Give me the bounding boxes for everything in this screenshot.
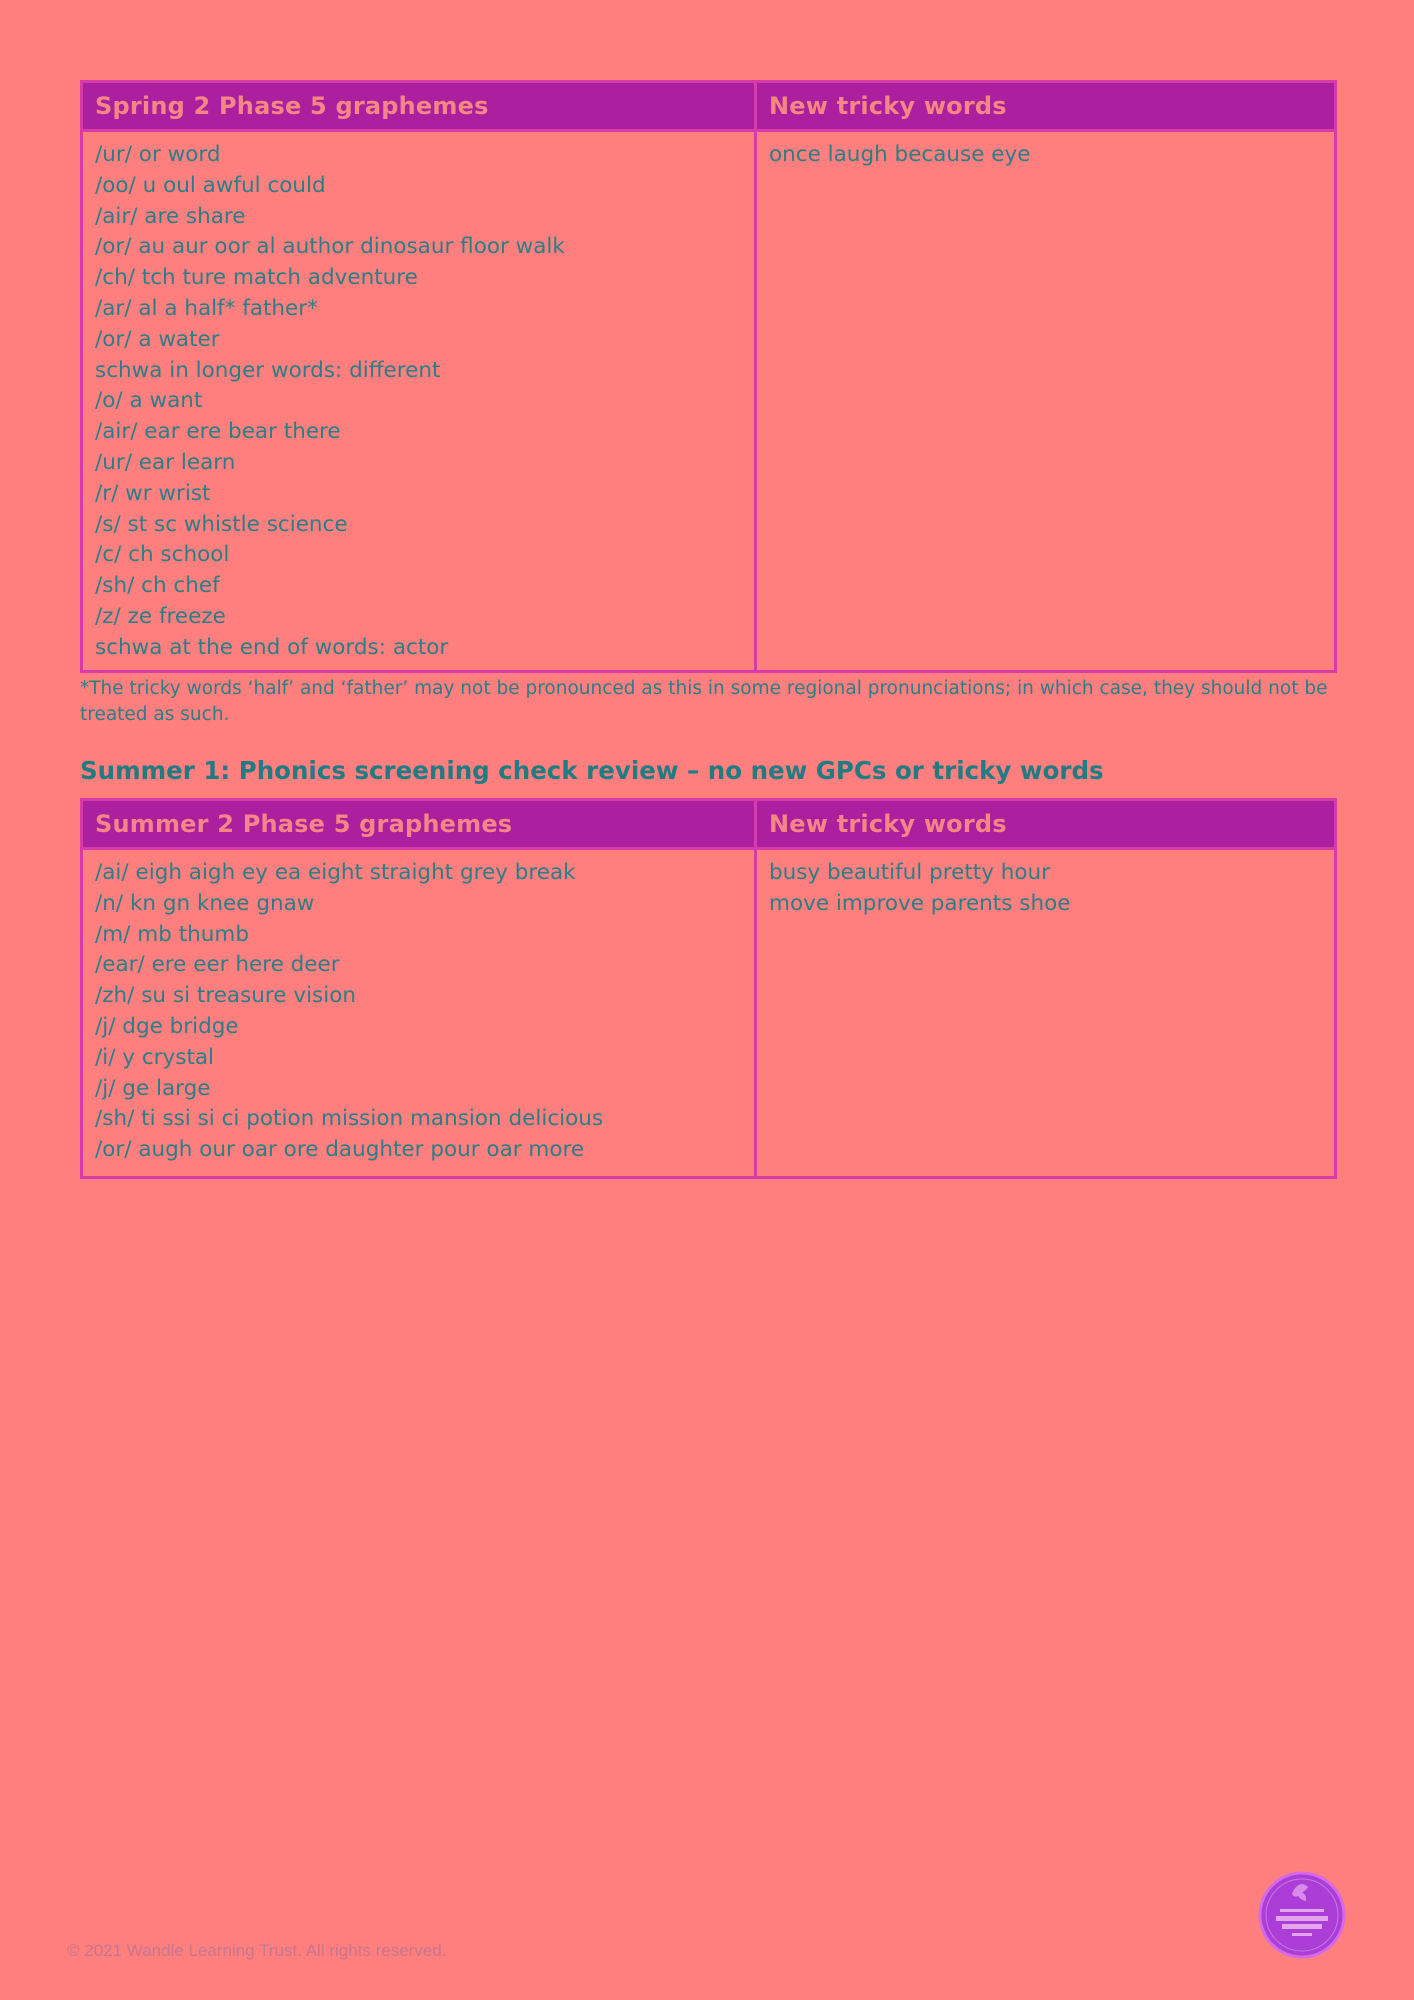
grapheme-line: /r/ wr wrist	[95, 480, 211, 506]
table-header-row	[82, 800, 1336, 849]
spring2-graphemes-cell	[82, 131, 756, 672]
grapheme-line: /ar/ al a half* father*	[95, 295, 318, 321]
grapheme-line: /j/ dge bridge	[95, 1013, 239, 1039]
grapheme-line: /air/ are share	[95, 203, 246, 229]
tricky-words-footnote: *The tricky words ‘half’ and ‘father’ may not be pronounced as this in some regional pronunciations; in which case, they should not be treated as such.	[80, 678, 1328, 725]
grapheme-line: /c/ ch school	[95, 542, 230, 568]
grapheme-line: /j/ ge large	[95, 1075, 211, 1101]
grapheme-line: schwa in longer words: different	[95, 357, 441, 383]
grapheme-line: /oo/ u oul awful could	[95, 172, 326, 198]
tricky-words-line: busy beautiful pretty hour	[769, 860, 1051, 885]
spring2-tricky-words-cell	[756, 131, 1336, 672]
grapheme-line: /m/ mb thumb	[95, 921, 249, 947]
table-row	[82, 131, 1336, 672]
summer2-phase5-table	[80, 798, 1337, 1179]
grapheme-line: /n/ kn gn knee gnaw	[95, 890, 315, 916]
letters-and-sounds-logo-icon	[1258, 1871, 1346, 1959]
table-header-row	[82, 82, 1336, 131]
copyright-notice: © 2021 Wandle Learning Trust. All rights reserved.	[67, 1941, 447, 1960]
grapheme-line: /s/ st sc whistle science	[95, 511, 348, 537]
grapheme-line: /ear/ ere eer here deer	[95, 952, 340, 978]
grapheme-line: /or/ augh our oar ore daughter pour oar more	[95, 1137, 585, 1163]
summer2-table-wrapper	[80, 798, 1334, 1179]
grapheme-line: /ch/ tch ture match adventure	[95, 265, 418, 291]
table-row	[82, 849, 1336, 1178]
summer2-graphemes-header: Summer 2 Phase 5 graphemes	[82, 800, 756, 849]
spring2-phase5-table	[80, 80, 1337, 673]
grapheme-line: /or/ au aur oor al author dinosaur floor walk	[95, 234, 565, 260]
grapheme-line: /sh/ ti ssi si ci potion mission mansion delicious	[95, 1106, 604, 1132]
spring2-table-wrapper	[80, 80, 1334, 673]
summer2-tricky-words-cell	[756, 849, 1336, 1178]
grapheme-line: /ur/ or word	[95, 142, 221, 167]
grapheme-line: /o/ a want	[95, 388, 203, 414]
spring2-graphemes-header: Spring 2 Phase 5 graphemes	[82, 82, 756, 131]
grapheme-line: /or/ a water	[95, 326, 220, 352]
summer1-heading: Summer 1: Phonics screening check review – no new GPCs or tricky words	[80, 756, 1104, 785]
spring2-tricky-words-header: New tricky words	[756, 82, 1336, 131]
grapheme-line: /zh/ su si treasure vision	[95, 983, 357, 1009]
tricky-words-line: move improve parents shoe	[769, 890, 1071, 916]
grapheme-line: /ur/ ear learn	[95, 449, 236, 475]
summer2-tricky-words-header: New tricky words	[756, 800, 1336, 849]
grapheme-line: /air/ ear ere bear there	[95, 419, 341, 445]
grapheme-line: /sh/ ch chef	[95, 573, 220, 599]
grapheme-line: /ai/ eigh aigh ey ea eight straight grey break	[95, 860, 576, 885]
grapheme-line: /i/ y crystal	[95, 1044, 215, 1070]
grapheme-line: /z/ ze freeze	[95, 603, 226, 629]
grapheme-line: schwa at the end of words: actor	[95, 634, 449, 660]
tricky-words-line: once laugh because eye	[769, 142, 1031, 167]
summer2-graphemes-cell	[82, 849, 756, 1178]
